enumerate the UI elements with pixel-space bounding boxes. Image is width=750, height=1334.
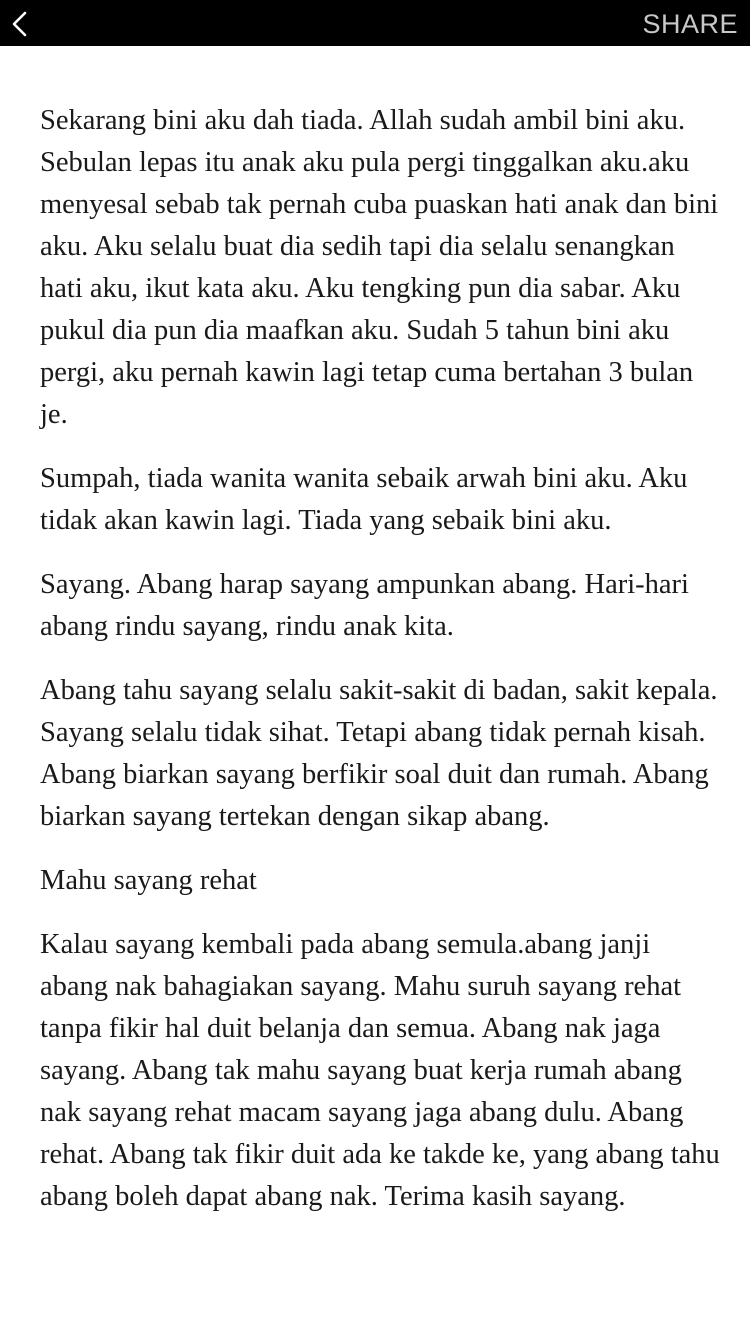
- paragraph: Sayang. Abang harap sayang ampunkan abang. Hari-hari abang rindu sayang, rindu anak kita.: [40, 569, 689, 642]
- top-bar: [0, 0, 750, 46]
- paragraph: Kalau sayang kembali pada abang semula.abang janji abang nak bahagiakan sayang. Mahu suruh sayang rehat tanpa fikir hal duit belanja dan semua. Abang nak jaga sayang. Abang tak mahu sayang buat kerja rumah abang nak sayang rehat macam sayang jaga abang dulu. Abang rehat. Abang tak fikir duit ada ke takde ke, yang abang tahu abang boleh dapat abang nak. Terima kasih sayang.: [40, 929, 720, 1212]
- chevron-left-icon: [10, 11, 30, 37]
- article-body: [40, 100, 720, 1240]
- subheading: Mahu sayang rehat: [40, 865, 257, 896]
- paragraph: Abang tahu sayang selalu sakit-sakit di badan, sakit kepala. Sayang selalu tidak sihat. Tetapi abang tidak pernah kisah. Abang biarkan sayang berfikir soal duit dan rumah. Abang biarkan sayang tertekan dengan sikap abang.: [40, 675, 718, 832]
- share-button[interactable]: SHARE: [642, 9, 738, 39]
- back-button[interactable]: [0, 0, 46, 46]
- paragraph: Sumpah, tiada wanita wanita sebaik arwah bini aku. Aku tidak akan kawin lagi. Tiada yang sebaik bini aku.: [40, 463, 688, 536]
- paragraph: Sekarang bini aku dah tiada. Allah sudah ambil bini aku. Sebulan lepas itu anak aku pula pergi tinggalkan aku.aku menyesal sebab tak pernah cuba puaskan hati anak dan bini aku. Aku selalu buat dia sedih tapi dia selalu senangkan hati aku, ikut kata aku. Aku tengking pun dia sabar. Aku pukul dia pun dia maafkan aku. Sudah 5 tahun bini aku pergi, aku pernah kawin lagi tetap cuma bertahan 3 bulan je.: [40, 105, 719, 430]
